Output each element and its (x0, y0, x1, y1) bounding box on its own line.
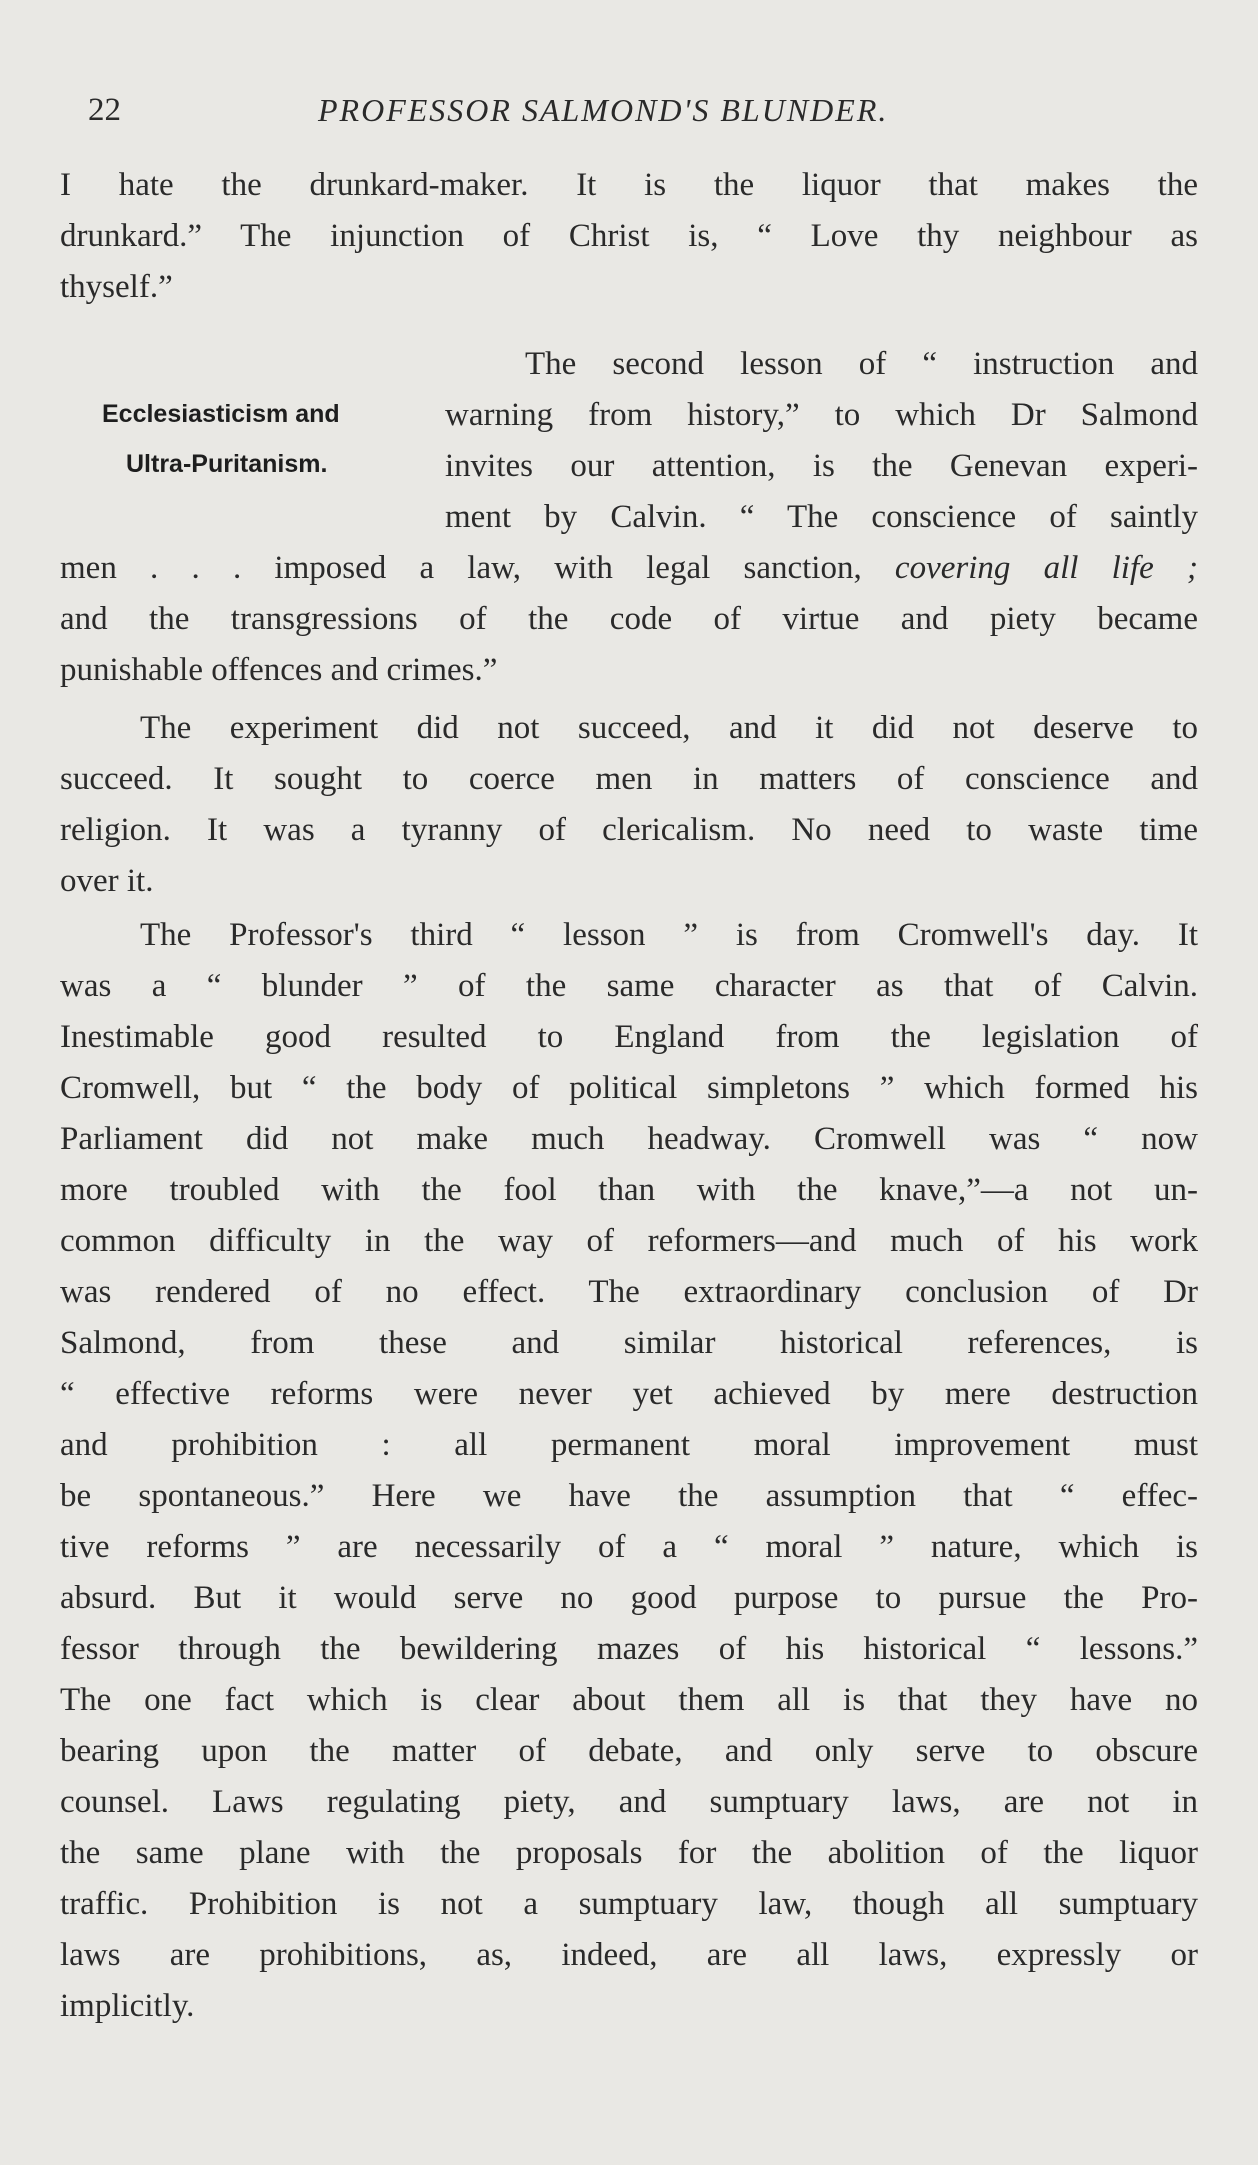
italic-text: covering all life ; (894, 550, 1198, 586)
text-line: laws are prohibitions, as, indeed, are all laws, expressly or (60, 1937, 1198, 1973)
text-line: traffic. Prohibition is not a sumptuary law, though all sumptuary (60, 1886, 1198, 1922)
text-line: implicitly. (60, 1988, 195, 2024)
text-line: religion. It was a tyranny of clericalism. No need to waste time (60, 812, 1198, 848)
paragraph-4 (60, 910, 1198, 2032)
text-line: The second lesson of “ instruction and (525, 346, 1198, 382)
text-line: The one fact which is clear about them all is that they have no (60, 1682, 1198, 1718)
paragraph-2-side-block (445, 339, 1198, 543)
text-line: bearing upon the matter of debate, and only serve to obscure (60, 1733, 1198, 1769)
text-line: more troubled with the fool than with the knave,”—a not un- (60, 1172, 1198, 1208)
text-line: thyself.” (60, 269, 173, 305)
text-line: was a “ blunder ” of the same character as that of Calvin. (60, 968, 1198, 1004)
text-line: The Professor's third “ lesson ” is from Cromwell's day. It (140, 917, 1198, 953)
paragraph-1 (60, 160, 1198, 313)
text-line: drunkard.” The injunction of Christ is, “ Love thy neighbour as (60, 218, 1198, 254)
text-line: tive reforms ” are necessarily of a “ moral ” nature, which is (60, 1529, 1198, 1565)
text-line: and prohibition : all permanent moral improvement must (60, 1427, 1198, 1463)
paragraph-2-full (60, 543, 1198, 696)
sidenote-line-2: Ultra-Puritanism. (126, 450, 328, 478)
text-line: warning from history,” to which Dr Salmond (445, 397, 1198, 433)
text-line: ment by Calvin. “ The conscience of saintly (445, 499, 1198, 535)
text-line: succeed. It sought to coerce men in matters of conscience and (60, 761, 1198, 797)
text-line: Inestimable good resulted to England from the legislation of (60, 1019, 1198, 1055)
text-line: fessor through the bewildering mazes of his historical “ lessons.” (60, 1631, 1198, 1667)
text-line: was rendered of no effect. The extraordinary conclusion of Dr (60, 1274, 1198, 1310)
text-line: the same plane with the proposals for the abolition of the liquor (60, 1835, 1198, 1871)
text-line: and the transgressions of the code of virtue and piety became (60, 601, 1198, 637)
text-line: be spontaneous.” Here we have the assumption that “ effec- (60, 1478, 1198, 1514)
text-line: Parliament did not make much headway. Cromwell was “ now (60, 1121, 1198, 1157)
text-line: absurd. But it would serve no good purpose to pursue the Pro- (60, 1580, 1198, 1616)
text-line: invites our attention, is the Genevan experi- (445, 448, 1198, 484)
text-segment: men . . . imposed a law, with legal sanction, (60, 550, 895, 586)
text-line: Cromwell, but “ the body of political simpletons ” which formed his (60, 1070, 1198, 1106)
text-line (60, 543, 1198, 594)
page-header (88, 92, 1198, 142)
sidenote-line-1: Ecclesiasticism and (102, 400, 340, 428)
text-line: punishable offences and crimes.” (60, 652, 498, 688)
text-line: over it. (60, 863, 154, 899)
page-number: 22 (88, 92, 121, 128)
text-line: common difficulty in the way of reformers—and much of his work (60, 1223, 1198, 1259)
paragraph-3 (60, 703, 1198, 907)
text-line: The experiment did not succeed, and it did not deserve to (140, 710, 1198, 746)
text-line: Salmond, from these and similar historical references, is (60, 1325, 1198, 1361)
running-title: PROFESSOR SALMOND'S BLUNDER. (318, 92, 889, 128)
text-line: I hate the drunkard-maker. It is the liquor that makes the (60, 167, 1198, 203)
text-line: “ effective reforms were never yet achieved by mere destruction (60, 1376, 1198, 1412)
text-line: counsel. Laws regulating piety, and sumptuary laws, are not in (60, 1784, 1198, 1820)
